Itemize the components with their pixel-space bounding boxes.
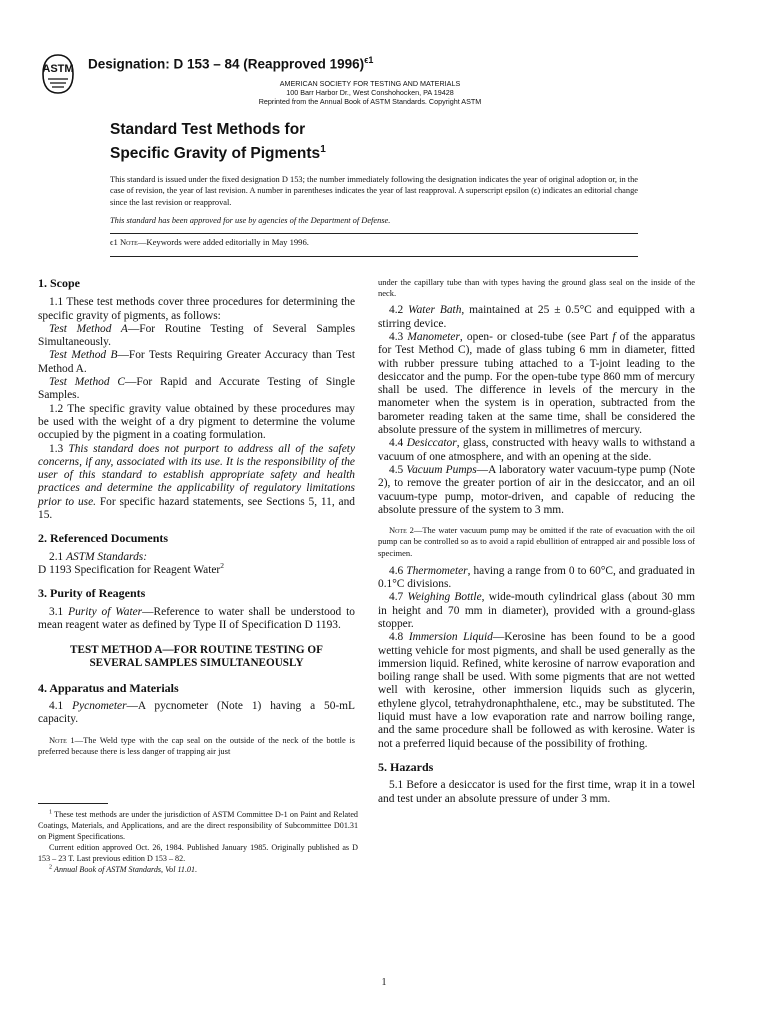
document-title xyxy=(110,120,630,163)
test-method-a: Test Method A—For Routine Testing of Several Samples Simultaneously. xyxy=(38,322,355,349)
footnote-1-edition: Current edition approved Oct. 26, 1984. Published January 1985. Originally published as D 153 – 23 T. Last previous edition D 153 – 82. xyxy=(38,842,358,863)
paragraph-4-8: 4.8 Immersion Liquid—Kerosine has been found to be a good wetting vehicle for most pigments, and shall be used generally as the immersion liquid. Refined, white kerosine of narrow evaporation and boiling range shall be used. With some pigments that are not wetted well with kerosine, other immersion liquids such as glycerin, ethylene glycol, tetrahydronaphthalene, etc., may be substituted. The liquid must have a low evaporation rate and narrow boiling range, and the same procedure shall be followed as with kerosine. Water is not a preferred liquid because of the possibility of frothing. xyxy=(378,631,696,750)
paragraph-4-6: 4.6 Thermometer, having a range from 0 to 60°C, and graduated in 0.1°C divisions. xyxy=(378,564,695,591)
note-2: Note 2—The water vacuum pump may be omitted if the rate of evacuation with the oil pump can be controlled so as to avoid a rapid ebullition of entrapped air and possible loss of specimen. xyxy=(378,525,695,558)
logo-text: ASTM xyxy=(42,63,74,75)
left-column xyxy=(38,277,355,757)
paragraph-4-4: 4.4 Desiccator, glass, constructed with heavy walls to withstand a vacuum of one atmosphere, and with an opening at the side. xyxy=(378,437,695,463)
note-1-continued: under the capillary tube than with types having the ground glass seal on the inside of the neck. xyxy=(378,277,695,299)
paragraph-4-1: 4.1 Pycnometer—A pycnometer (Note 1) having a 50-mL capacity. xyxy=(38,700,356,726)
paragraph-4-7: 4.7 Weighing Bottle, wide-mouth cylindrical glass (about 30 mm in height and 70 mm in diameter), provided with a ground-glass stopper. xyxy=(378,591,695,630)
section-heading-purity: 3. Purity of Reagents xyxy=(38,586,146,601)
footnotes xyxy=(38,810,358,875)
divider xyxy=(110,233,638,234)
editorial-note: ϵ1 Note—Keywords were added editorially in May 1996. xyxy=(110,237,309,247)
title-line-2: Specific Gravity of Pigments$^1$ xyxy=(110,143,326,162)
test-method-b: Test Method B—For Tests Requiring Greater Accuracy than Test Method A. xyxy=(38,349,355,375)
paragraph-1-2: 1.2 The specific gravity value obtained by these procedures may be used with the weight of a dry pigment to determine the volume occupied by the pigment in a coating formulation. xyxy=(38,402,355,442)
paragraph-1-1: 1.1 These test methods cover three procedures for determining the specific gravity of pigments, as follows: xyxy=(38,296,355,322)
divider xyxy=(110,256,638,257)
paragraph-4-3: 4.3 Manometer, open- or closed-tube (see Part f of the apparatus for Test Method C), made of glass tubing 6 mm in diameter, fitted with rubber pressure tubing attached to a T-joint leading to the desiccator and the pump. For the open-tube type 860 mm of mercury shall be used. The difference in levels of the mercury in the manometer when the system is in operation, subtracted from the barometer reading taken at the same time, shall be considered the absolute pressure of the system in millimetres of mercury. xyxy=(378,331,696,437)
astm-logo xyxy=(40,52,76,96)
note-1: Note 1—The Weld type with the cap seal on the outside of the neck of the bottle is preferred because there is less danger of trapping air just xyxy=(38,734,355,756)
section-heading-scope: 1. Scope xyxy=(38,276,80,290)
paragraph-5-1: 5.1 Before a desiccator is used for the first time, wrap it in a towel and test under an absolute pressure of under 3 mm. xyxy=(378,779,695,805)
section-heading-apparatus: 4. Apparatus and Materials xyxy=(38,680,179,695)
test-method-c: Test Method C—For Rapid and Accurate Testing of Single Samples. xyxy=(38,376,355,402)
paragraph-4-2: 4.2 Water Bath, maintained at 25 ± 0.5°C and equipped with a stirring device. xyxy=(378,304,695,330)
paragraph-1-3: 1.3 This standard does not purport to address all of the safety concerns, if any, associated with its use. It is the responsibility of the user of this standard to establish appropriate safety and health practices and determine the applicability of regulatory limitations prior to use. For specific hazard statements, see Sections 5, 11, and 15. xyxy=(38,442,355,522)
paragraph-3-1: 3.1 Purity of Water—Reference to water shall be understood to mean reagent water as defined by Type II of Specification D 1193. xyxy=(38,605,355,631)
reference-d1193: D 1193 Specification for Reagent Water$^2$ xyxy=(38,561,224,576)
title-line-1: Standard Test Methods for xyxy=(110,121,306,138)
footnote-1: $^1$ These test methods are under the jurisdiction of ASTM Committee D-1 on Paint and Related Coatings, Materials, and Applications, and are the direct responsibility of Subcommittee D01.31 on Pigment Specifications. xyxy=(38,809,358,841)
defense-statement: This standard has been approved for use by agencies of the Department of Defense. xyxy=(110,216,391,225)
paragraph-2-1: 2.1 ASTM Standards: xyxy=(49,550,147,563)
org-address: 100 Barr Harbor Dr., West Conshohocken, PA 19428 xyxy=(286,88,454,97)
right-column xyxy=(378,277,695,806)
issued-statement: This standard is issued under the fixed designation D 153; the number immediately following the designation indicates the year of original adoption or, in the case of revision, the year of last revision. A number in parentheses indicates the year of last reapproval. A superscript epsilon (ϵ) indicates an editorial change since the last revision or reapproval. xyxy=(110,175,638,207)
section-heading-hazards: 5. Hazards xyxy=(378,759,434,774)
org-name: AMERICAN SOCIETY FOR TESTING AND MATERIALS xyxy=(279,79,461,88)
reprint-line: Reprinted from the Annual Book of ASTM Standards. Copyright ASTM xyxy=(258,97,482,106)
designation: Designation: D 153 – 84 (Reapproved 1996)$^{\epsilon 1}$ xyxy=(88,55,374,72)
footnote-divider xyxy=(38,803,108,804)
page-number: 1 xyxy=(381,977,387,988)
paragraph-4-5: 4.5 Vacuum Pumps—A laboratory water vacuum-type pump (Note 2), to remove the greater portion of air in the desiccator, and an oil vacuum-type pump, motor-driven, and capable of reducing the absolute pressure of the system to 3 mm. xyxy=(378,463,695,516)
test-method-a-heading: TEST METHOD A—FOR ROUTINE TESTING OF SEVERAL SAMPLES SIMULTANEOUSLY xyxy=(70,644,323,670)
footnote-2: $^2$ Annual Book of ASTM Standards, Vol 11.01. xyxy=(49,863,198,874)
section-heading-referenced-documents: 2. Referenced Documents xyxy=(38,531,169,546)
